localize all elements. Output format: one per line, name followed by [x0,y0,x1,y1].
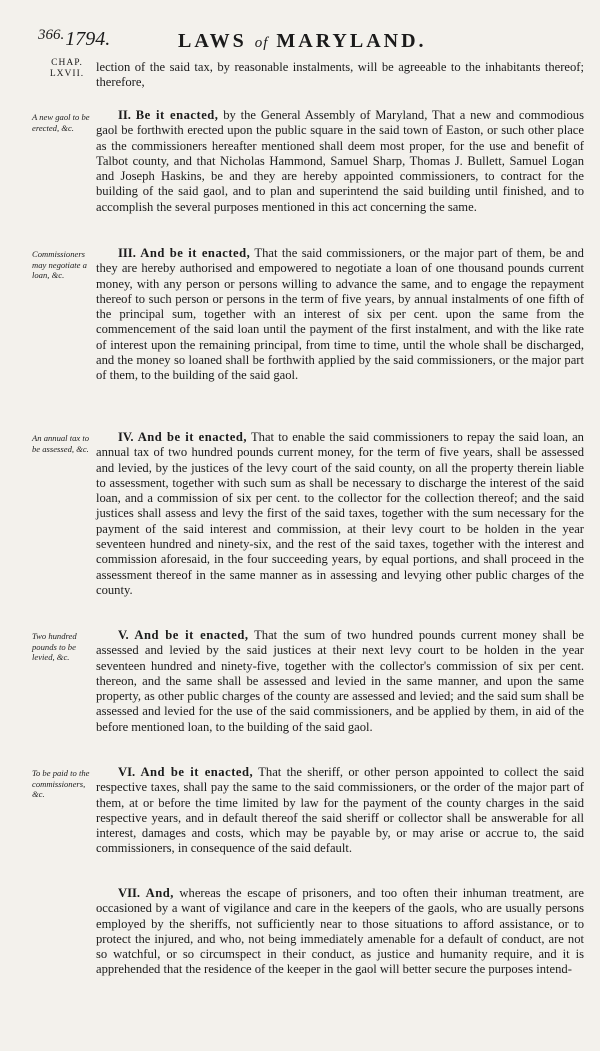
margin-note-section-4: An annual tax to be assessed, &c. [32,433,90,454]
handwritten-page-number: 366. [38,27,65,43]
folio [38,28,110,51]
intro-paragraph: lection of the said tax, by reasonable instalments, will be agreeable to the inhabitants thereof; therefore, [96,60,584,90]
running-title: LAWS of MARYLAND. [178,30,427,52]
section-opening: Be it enacted, [135,108,219,122]
section-6: VI. And be it enacted, That the sheriff, or other person appointed to collect the said respective taxes, shall pay the same to the said commissioners, or the order of the major part of them, at or before the time limited by law for the payment of the county charges in the said respective years, and in default thereof the said sheriff or collector shall be answerable for all interest, damages and costs, which may be payable by, or may arise or accrue to, the said commissioners, in consequence of the said default. [96,765,584,856]
margin-note-section-2: A new gaol to be erected, &c. [32,112,90,133]
chapter-marker [38,58,96,80]
section-7: VII. And, whereas the escape of prisoners, and too often their inhuman treatment, are occasioned by a want of vigilance and care in the keepers of the gaols, who are usually persons employed by the sheriffs, not sufficiently near to those situations to afford assistance, or to protect the injured, and who, not being immediately amenable for a default of conduct, are not so watchful, or so circumspect in their conduct, as justice and humanity require, and it is apprehended that the residence of the keeper in the gaol will better secure the purposes intend- [96,886,584,977]
section-number: II. [118,108,131,122]
section-5: V. And be it enacted, That the sum of two hundred pounds current money shall be assessed and levied by the said justices at their next levy court to be holden in the year seventeen hundred and ninety-five, together with the collector's commission of six per cent. thereon, and the same shall be assessed and levied in the same manner, and upon the same property, as other public charges of the county are assessed and levied; and the said sum shall be assessed and levied for the use of the said commissioners, and be applied by them, in aid of the before mentioned loan, to the building of the said gaol. [96,628,584,734]
section-4: IV. And be it enacted, That to enable the said commissioners to repay the said loan, an annual tax of two hundred pounds current money, for the term of five years, shall be assessed and levied, by the justices of the levy court of the said county, on all the property therein liable to assessment, together with such sum as shall be necessary to discharge the interest of the said loan, and a commission of six per cent. to the collector for the collection thereof; and the said justices shall assess and levy the first of the said taxes, together with the sum necessary for the payment of the said interest and commission, at their levy court to be holden in the year seventeen hundred and ninety-six, and the rest of the said taxes, together with the interest and commission aforesaid, in the four succeeding years, by equal portions, and shall proceed in the assessment thereof in the same manner as in assessing and levying other public charges of the county. [96,430,584,597]
section-3: III. And be it enacted, That the said commissioners, or the major part of them, be and they are hereby authorised and empowered to negotiate a loan of one thousand pounds current money, with any person or persons willing to advance the same, and to engage the repayment thereof to such person or persons in the term of five years, by annual instalments of one fifth of the principal sum, together with an interest of six per cent. upon the same from the commencement of the said loan until the payment of the first instalment, and with the like rate of interest upon the remaining principal, from time to time, until the whole shall be discharged, and the money so loaned shall be forthwith applied by the said commissioners, or the major part of them, to the building of the said gaol. [96,246,584,383]
margin-note-section-3: Commissioners may negotiate a loan, &c. [32,249,87,280]
year: 1794. [65,28,111,50]
section-2 [96,108,584,215]
chapter-number: LXVII. [49,69,85,79]
chapter-label: CHAP. [51,58,83,68]
page-header [0,28,600,54]
section-body: by the General Assembly of Maryland, That a new and commodious gaol be forthwith erected upon the public square in the said town of Easton, or such other place as the commissioners hereafter mentioned shall deem most proper, for the use and benefit of Talbot county, and that Nicholas Hammond, Samuel Sharp, Thomas J. Bullett, Samuel Logan and Joseph Haskins, be and they are hereby appointed commissioners, to contract for the building of the said gaol, and to plan and superintend the said building until finished, and to accomplish the several purposes mentioned in this act concerning the same. [96,108,584,214]
margin-note-section-6: To be paid to the commissioners, &c. [32,768,90,799]
margin-note-section-5: Two hundred pounds to be levied, &c. [32,631,77,662]
